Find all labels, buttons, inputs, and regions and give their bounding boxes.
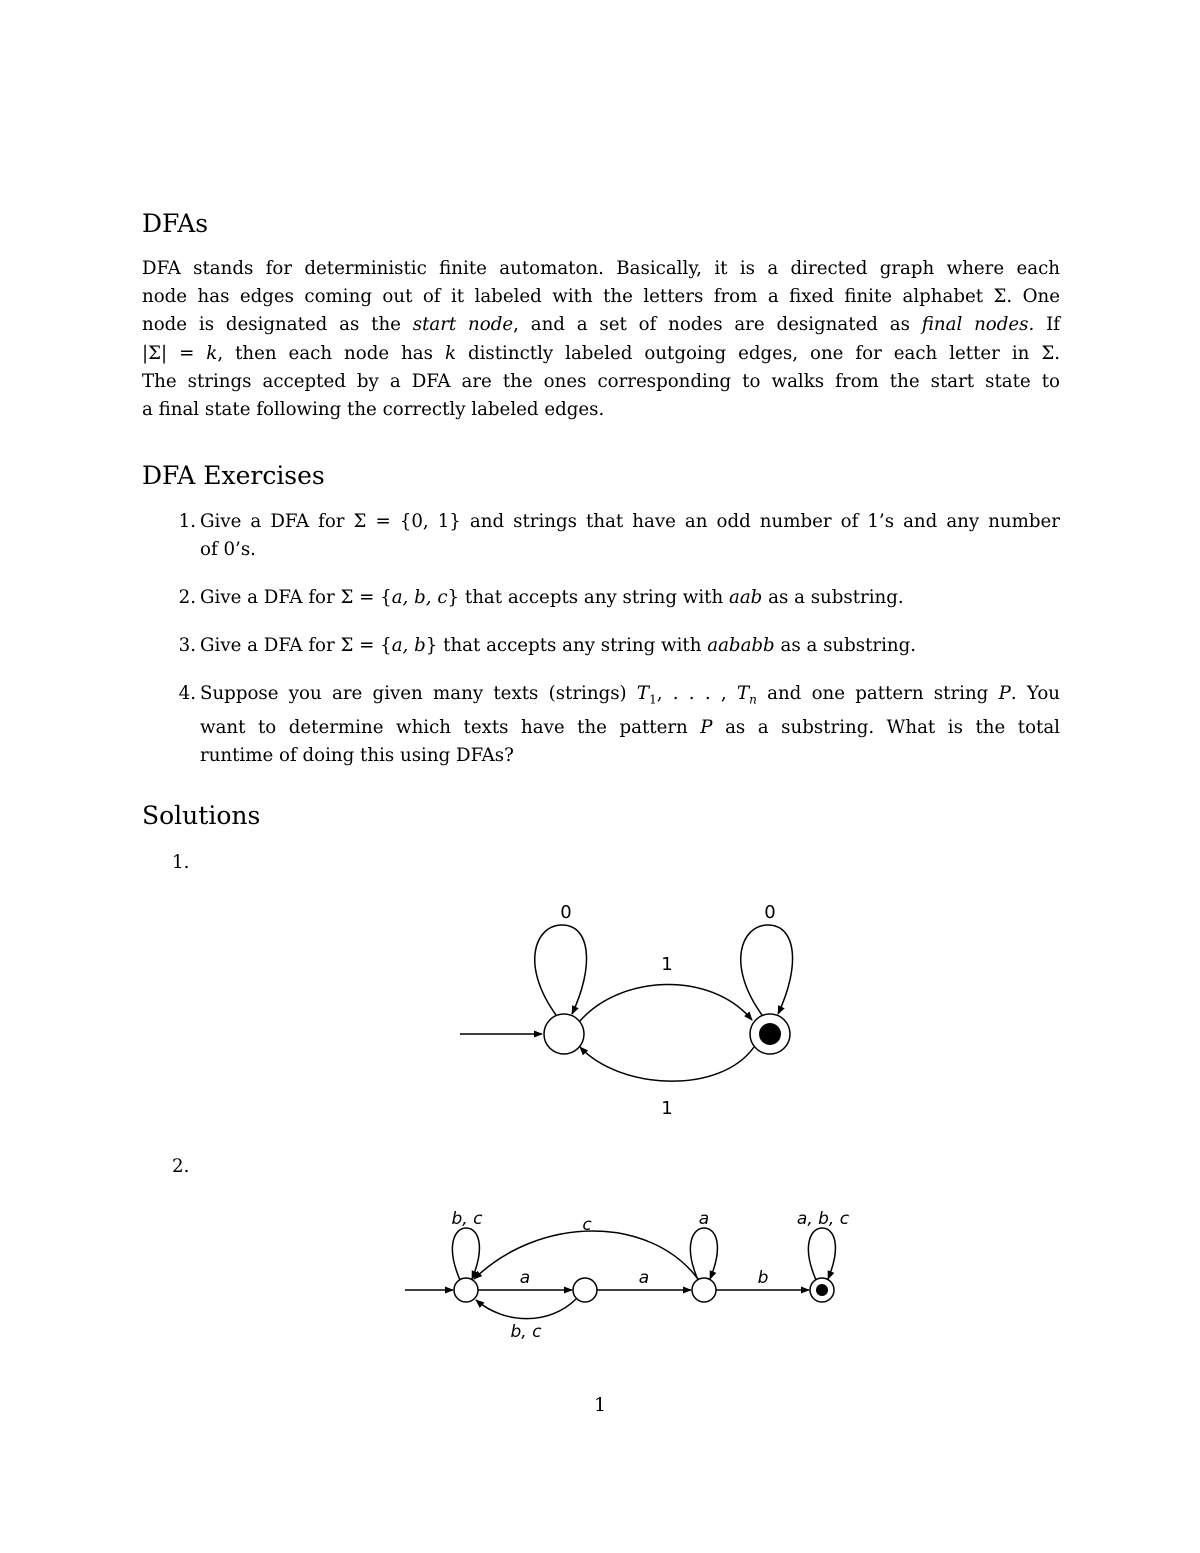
- label-edge-q2-q3: b: [757, 1268, 769, 1288]
- exercise-item: 3. Give a DFA for Σ = {a, b} that accepts any string with aababb as a substring.: [178, 635, 917, 656]
- solution-number: 2.: [172, 1156, 190, 1177]
- intro-paragraph: [142, 255, 1060, 424]
- state-q0: [454, 1278, 478, 1302]
- state-q3-dot: [816, 1284, 828, 1296]
- intro-line: a final state following the correctly labeled edges.: [142, 399, 605, 421]
- label-edge-q2-q0: c: [582, 1215, 592, 1235]
- state-start: [544, 1014, 584, 1054]
- intro-line: The strings accepted by a DFA are the ones corresponding to walks from the start state to: [142, 370, 1060, 392]
- exercise-item: 1. Give a DFA for Σ = {0, 1} and strings that have an odd number of 1’s and any number of 0’s.: [178, 511, 1060, 561]
- edge-q1-q0: [476, 1299, 576, 1319]
- loop-q2: [690, 1228, 717, 1280]
- label-edge-bottom: 1: [661, 1098, 673, 1119]
- intro-line: node has edges coming out of it labeled with the letters from a fixed finite alphabet Σ. One: [142, 286, 1060, 308]
- label-edge-q1-q2: a: [638, 1268, 650, 1288]
- edge-q2-q0: [474, 1231, 698, 1279]
- loop-left: [535, 925, 587, 1015]
- intro-line: node is designated as the start node, and a set of nodes are designated as final nodes. If: [142, 314, 1060, 336]
- loop-q3: [808, 1228, 835, 1280]
- section-title-exercises: DFA Exercises: [142, 461, 325, 490]
- solution-number: 1.: [172, 852, 190, 873]
- state-q3: [810, 1278, 834, 1302]
- state-q1: [573, 1278, 597, 1302]
- label-edge-q1-q0: b, c: [510, 1322, 542, 1342]
- state-final: [750, 1014, 790, 1054]
- label-edge-top: 1: [661, 954, 673, 975]
- state-final-dot: [759, 1023, 781, 1045]
- intro-line: |Σ| = k, then each node has k distinctly labeled outgoing edges, one for each letter in Σ.: [142, 342, 1060, 364]
- loop-right: [741, 925, 793, 1015]
- state-q2: [692, 1278, 716, 1302]
- label-loop-right: 0: [764, 902, 776, 923]
- label-loop-q3: a, b, c: [796, 1209, 850, 1229]
- edge-bottom: [580, 1047, 754, 1081]
- edge-top: [580, 984, 752, 1021]
- label-loop-q0: b, c: [451, 1209, 483, 1229]
- label-loop-q2: a: [698, 1209, 710, 1229]
- label-loop-left: 0: [560, 902, 572, 923]
- loop-q0: [452, 1228, 479, 1280]
- intro-line: DFA stands for deterministic finite automaton. Basically, it is a directed graph where each: [142, 258, 1060, 279]
- exercise-item: 2. Give a DFA for Σ = {a, b, c} that accepts any string with aab as a substring.: [178, 587, 904, 608]
- section-title-dfas: DFAs: [142, 209, 209, 238]
- exercise-item: 4. Suppose you are given many texts (strings) $T_1$, . . . , $T_n$ and one pattern string P. You want to determine which texts have the pattern P as a substring. What is the total runtime of doing this using DFAs?: [178, 683, 1060, 767]
- page-number: 1: [593, 1394, 607, 1416]
- dfa-diagram-2: [405, 1209, 850, 1342]
- label-edge-q0-q1: a: [519, 1268, 531, 1288]
- section-title-solutions: Solutions: [142, 801, 261, 830]
